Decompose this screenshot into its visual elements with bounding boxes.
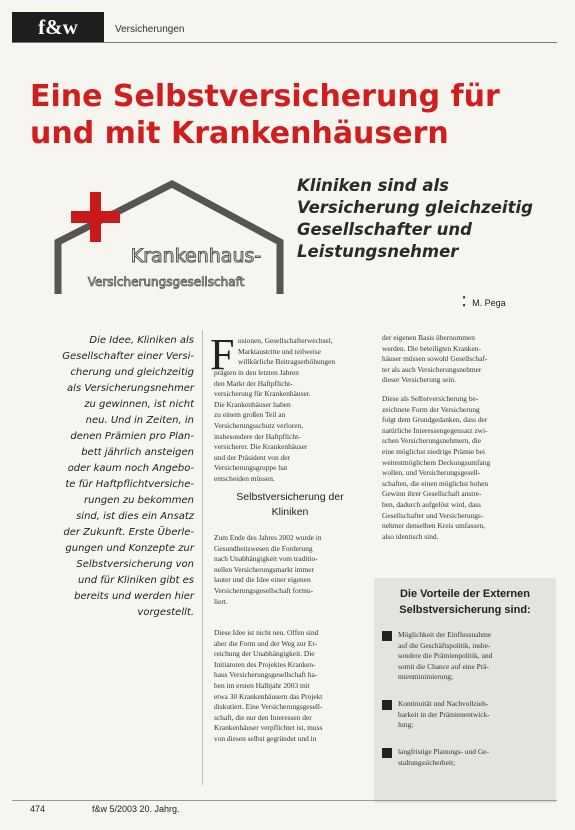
text-line: diskutiert. Eine Versicherungsgesell- [214, 702, 323, 712]
text-line: reichung der Unabhängigkeit. Die [214, 649, 315, 659]
text-line: somit die Chance auf eine Prä- [398, 661, 489, 671]
text-line: also identisch sind. [382, 531, 439, 541]
text-line: haus Versicherungsgesellschaft ha- [214, 670, 318, 680]
title-line-2: und mit Krankenhäusern [30, 116, 449, 151]
text-line: versicherung für Krankenhäuser. [214, 389, 311, 399]
text-line: barkeit in der Prämienentwick- [398, 709, 490, 719]
text-line: lauter und die Idee einer eigenen [214, 575, 311, 585]
advantage-item [398, 747, 553, 768]
text-line: wollen, und Versicherungsgesell- [382, 468, 481, 478]
section-label: Versicherungen [115, 24, 185, 35]
intro-line: cherung und gleichzeitig [70, 367, 194, 378]
intro-line: als Versicherungsnehmer [67, 383, 194, 394]
text-line: Krankenhäuser verpflichtet ist, muss [214, 723, 323, 733]
intro-line: Selbstversicherung von [76, 559, 194, 570]
section-subhead [214, 490, 366, 520]
col1-para1 [214, 368, 366, 485]
text-line: nellen Versicherungsmarkt immer [214, 564, 315, 574]
text-line: schaft, die nur den Interessen der [214, 712, 312, 722]
text-line: etwa 30 Krankenhäusern das Projekt [214, 691, 323, 701]
text-line: Gesellschafter und Versicherungs- [382, 510, 484, 520]
text-line: mienminimierung; [398, 672, 454, 682]
bullet-square [382, 700, 392, 710]
box-title-line-2: Selbstversicherung sind: [399, 604, 531, 616]
author-byline [462, 294, 506, 310]
subhead-line-1: Selbstversicherung der [236, 491, 344, 503]
text-line: Versicherungsgruppe hat [214, 463, 288, 473]
intro-line: denen Prämien pro Plan- [70, 431, 194, 442]
subhead-line-2: Kliniken [271, 506, 309, 518]
intro-line: neu. Und in Zeiten, in [85, 415, 194, 426]
text-line: Marktaustritte und teilweise [238, 346, 321, 356]
header-rule [12, 42, 557, 43]
text-line: Die Krankenhäuser haben [214, 399, 291, 409]
intro-line: bereits und werden hier [74, 591, 194, 602]
bullet-square [382, 631, 392, 641]
text-line: aber die Form und der Weg zur Er- [214, 638, 318, 648]
intro-line: rungen zu bekommen [84, 495, 194, 506]
intro-line: der Zukunft. Erste Überle- [63, 527, 194, 538]
text-line: Gewinn ihrer Gesellschaft anstre- [382, 489, 482, 499]
text-line: schaften, die einen möglichst hohen [382, 478, 489, 488]
byline-mark: ⁚ [462, 294, 467, 309]
issue-info: f&w 5/2003 20. Jahrg. [92, 804, 180, 814]
article-title [30, 78, 550, 152]
title-line-1: Eine Selbstversicherung für [30, 79, 500, 114]
text-line: zeichnete Form der Versicherung [382, 404, 480, 414]
intro-line: Die Idee, Kliniken als [89, 335, 194, 346]
text-line: dieser Versicherung sein. [382, 375, 456, 385]
text-line: lung; [398, 720, 414, 730]
text-line: langfristige Planungs- und Ge- [398, 747, 489, 756]
intro-line: oder kaum noch Angebo- [67, 463, 194, 474]
text-line: eine möglichst niedrige Prämie bei [382, 446, 486, 456]
intro-line: Gesellschafter einer Versi- [62, 351, 194, 362]
red-cross-horizontal [71, 211, 120, 223]
text-line: Versicherungsgesellschaft formu- [214, 585, 314, 595]
col1-para1-head [238, 336, 366, 368]
advantage-item [398, 699, 553, 731]
text-line: nehmer denselben Kreis umfassen, [382, 521, 486, 531]
text-line: Diese Idee ist nicht neu. Offen sind [214, 628, 319, 637]
subtitle-line: Versicherung gleichzeitig [297, 198, 533, 217]
footer-rule [12, 800, 557, 801]
text-line: auf die Geschäftspolitik, insbe- [398, 640, 491, 650]
text-line: Zum Ende des Jahres 2002 wurde in [214, 533, 322, 542]
column-divider [202, 330, 203, 785]
text-line: ben im ersten Halbjahr 2003 mit [214, 680, 310, 690]
text-line: weitestmöglichem Deckungsumfang [382, 457, 491, 467]
krankenhaus-emblem [54, 178, 286, 296]
text-line: staltungssicherheit; [398, 757, 456, 767]
text-line: Kontinuität und Nachvollzieh- [398, 699, 489, 708]
text-line: Initiatoren des Projektes Kranken- [214, 659, 316, 669]
text-line: Möglichkeit der Einflussnahme [398, 630, 492, 639]
text-line: liert. [214, 596, 228, 606]
intro-line: sind, ist dies ein Ansatz [76, 511, 194, 522]
text-line: sondere die Prämienpolitik, und [398, 651, 493, 661]
text-line: den Markt der Haftpflicht- [214, 378, 293, 388]
intro-line: bett jährlich ansteigen [81, 447, 194, 458]
text-line: Gesundheitswesen die Forderung [214, 543, 313, 553]
subtitle-line: Kliniken sind als [297, 176, 449, 195]
text-line: versicherer. Die Krankenhäuser [214, 442, 308, 452]
intro-teaser [22, 333, 194, 621]
text-line: nach Unabhängigkeit vom traditio- [214, 554, 318, 564]
text-line: folgt dem Grundgedanken, dass der [382, 415, 488, 425]
col2-para2 [382, 394, 557, 542]
intro-line: und für Kliniken gibt es [78, 575, 194, 586]
article-subtitle [297, 175, 557, 263]
text-line: ter als auch Versicherungsnehmer [382, 364, 482, 374]
text-line: willkürliche Beitragserhöhungen [238, 357, 336, 367]
page-number: 474 [30, 804, 46, 814]
text-line: der eigenen Basis übernommen [382, 333, 475, 342]
text-line: usionen, Gesellschafterwechsel, [238, 336, 333, 345]
subtitle-line: Gesellschafter und [297, 220, 472, 239]
text-line: werden. Die beteiligten Kranken- [382, 343, 481, 353]
bullet-square [382, 748, 392, 758]
text-line: häuser müssen sowohl Gesellschaf- [382, 354, 488, 364]
text-line: schen Versicherungsnehmern, die [382, 436, 481, 446]
col1-para3 [214, 628, 366, 745]
intro-line: vorgestellt. [137, 607, 194, 618]
text-line: zu einem großen Teil an [214, 410, 286, 420]
text-line: entscheiden müssen. [214, 473, 275, 483]
intro-line: zu gewinnen, ist nicht [84, 399, 194, 410]
advantage-item [398, 630, 553, 683]
drop-cap: F [210, 330, 235, 379]
col1-para2 [214, 533, 366, 607]
box-title-line-1: Die Vorteile der Externen [399, 588, 530, 600]
emblem-line-2: Versicherungsgesellschaft [87, 275, 245, 289]
advantages-title [374, 586, 556, 618]
subtitle-line: Leistungsnehmer [297, 242, 459, 261]
text-line: insbesondere der Haftpflicht- [214, 431, 301, 441]
text-line: natürliche Interessengegensatz zwi- [382, 425, 488, 435]
text-line: prägten in den letzten Jahren [214, 368, 299, 377]
text-line: ben, dadurch aufgelöst wird, dass [382, 499, 481, 509]
intro-line: gungen und Konzepte zur [65, 543, 194, 554]
author-name: M. Pega [472, 298, 506, 308]
text-line: Diese als Selbstversicherung be- [382, 394, 479, 403]
magazine-logo: f&w [12, 12, 104, 42]
intro-line: te für Haftpflichtversiche- [65, 479, 194, 490]
col2-para1 [382, 333, 557, 386]
text-line: und der Präsident von der [214, 452, 290, 462]
text-line: Versicherungsschutz verloren, [214, 420, 304, 430]
text-line: von diesen selbst gegründet und in [214, 733, 317, 743]
emblem-line-1: Krankenhaus- [130, 245, 262, 267]
